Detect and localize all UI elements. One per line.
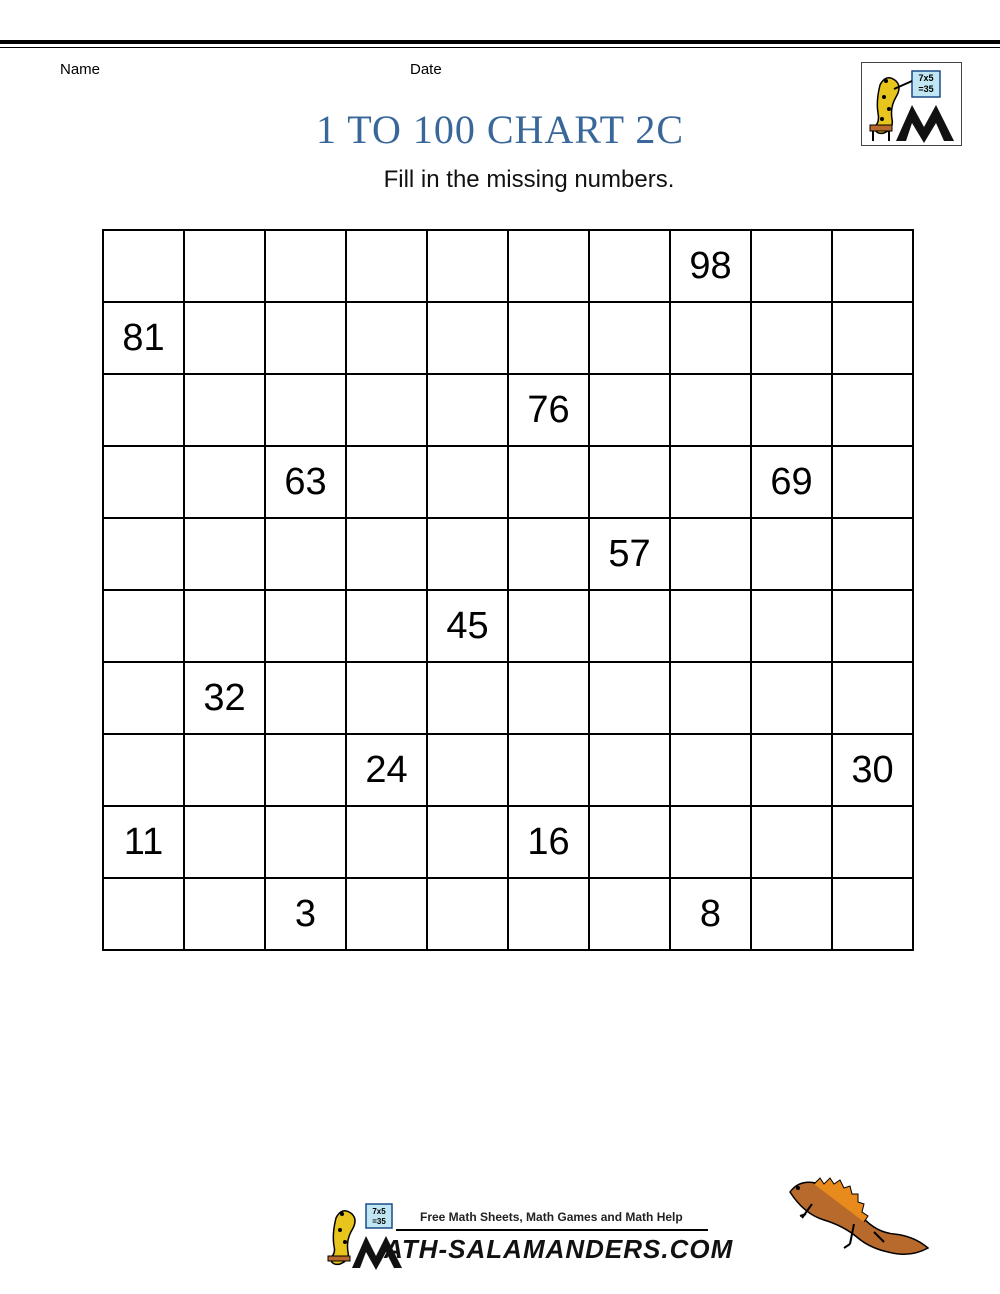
grid-cell bbox=[265, 374, 346, 446]
grid-cell bbox=[184, 590, 265, 662]
grid-cell bbox=[589, 446, 670, 518]
grid-cell bbox=[670, 806, 751, 878]
grid-cell bbox=[184, 374, 265, 446]
grid-cell bbox=[265, 518, 346, 590]
grid-cell bbox=[265, 590, 346, 662]
grid-cell: 8 bbox=[670, 878, 751, 950]
grid-cell bbox=[427, 302, 508, 374]
grid-cell: 63 bbox=[265, 446, 346, 518]
grid-cell: 81 bbox=[103, 302, 184, 374]
grid-row bbox=[103, 878, 913, 950]
instruction-text: Fill in the missing numbers. bbox=[383, 166, 675, 193]
grid-cell bbox=[670, 374, 751, 446]
grid-cell bbox=[427, 446, 508, 518]
grid-cell bbox=[427, 878, 508, 950]
grid-cell bbox=[103, 374, 184, 446]
grid-row bbox=[103, 806, 913, 878]
grid-cell bbox=[832, 374, 913, 446]
grid-cell bbox=[103, 662, 184, 734]
grid-cell bbox=[346, 590, 427, 662]
grid-cell bbox=[265, 806, 346, 878]
grid-cell bbox=[832, 806, 913, 878]
grid-cell bbox=[346, 878, 427, 950]
grid-cell bbox=[346, 374, 427, 446]
grid-cell bbox=[508, 230, 589, 302]
footer-site-name: ATH-SALAMANDERS.COM bbox=[384, 1234, 734, 1264]
grid-cell bbox=[589, 374, 670, 446]
grid-cell bbox=[346, 662, 427, 734]
grid-cell bbox=[832, 302, 913, 374]
grid-cell bbox=[670, 734, 751, 806]
grid-row bbox=[103, 662, 913, 734]
grid-cell bbox=[346, 230, 427, 302]
grid-cell: 76 bbox=[508, 374, 589, 446]
grid-cell bbox=[265, 734, 346, 806]
grid-cell: 24 bbox=[346, 734, 427, 806]
newt-icon bbox=[784, 1170, 934, 1270]
grid-cell bbox=[265, 230, 346, 302]
grid-cell bbox=[346, 806, 427, 878]
grid-cell bbox=[184, 518, 265, 590]
grid-cell bbox=[589, 662, 670, 734]
grid-cell bbox=[265, 662, 346, 734]
grid-cell bbox=[751, 806, 832, 878]
grid-row bbox=[103, 230, 913, 302]
grid-cell bbox=[184, 734, 265, 806]
grid-cell bbox=[670, 302, 751, 374]
grid-cell bbox=[508, 878, 589, 950]
grid-cell bbox=[184, 878, 265, 950]
footer-logo-equation-bottom: =35 bbox=[372, 1217, 386, 1226]
grid-cell: 32 bbox=[184, 662, 265, 734]
footer-logo-equation-top: 7x5 bbox=[372, 1207, 386, 1216]
grid-cell bbox=[184, 446, 265, 518]
grid-cell: 16 bbox=[508, 806, 589, 878]
grid-cell bbox=[103, 446, 184, 518]
logo-equation-bottom: =35 bbox=[918, 84, 934, 94]
grid-cell: 3 bbox=[265, 878, 346, 950]
grid-cell bbox=[832, 518, 913, 590]
grid-cell bbox=[751, 590, 832, 662]
grid-cell: 30 bbox=[832, 734, 913, 806]
grid-cell: 69 bbox=[751, 446, 832, 518]
grid-row bbox=[103, 518, 913, 590]
grid-row bbox=[103, 302, 913, 374]
grid-cell: 11 bbox=[103, 806, 184, 878]
grid-cell bbox=[103, 878, 184, 950]
grid-cell bbox=[427, 806, 508, 878]
grid-cell bbox=[427, 662, 508, 734]
grid-cell bbox=[103, 590, 184, 662]
hundred-chart-grid bbox=[102, 229, 914, 951]
grid-cell bbox=[184, 230, 265, 302]
grid-cell bbox=[589, 302, 670, 374]
grid-cell bbox=[832, 446, 913, 518]
grid-cell bbox=[427, 374, 508, 446]
grid-cell bbox=[751, 734, 832, 806]
grid-cell bbox=[184, 302, 265, 374]
grid-cell bbox=[346, 518, 427, 590]
grid-cell bbox=[508, 446, 589, 518]
grid-cell bbox=[508, 590, 589, 662]
grid-cell bbox=[427, 518, 508, 590]
top-rule-thin bbox=[0, 47, 1000, 48]
grid-cell bbox=[670, 590, 751, 662]
grid-cell bbox=[103, 518, 184, 590]
grid-cell bbox=[589, 590, 670, 662]
grid-cell bbox=[589, 878, 670, 950]
grid-cell bbox=[508, 302, 589, 374]
grid-cell bbox=[427, 734, 508, 806]
grid-cell bbox=[751, 374, 832, 446]
grid-cell bbox=[751, 518, 832, 590]
grid-cell bbox=[265, 302, 346, 374]
grid-cell bbox=[103, 734, 184, 806]
grid-cell bbox=[508, 734, 589, 806]
grid-cell bbox=[751, 230, 832, 302]
grid-cell bbox=[832, 590, 913, 662]
grid-cell bbox=[184, 806, 265, 878]
grid-cell bbox=[103, 230, 184, 302]
grid-cell bbox=[670, 662, 751, 734]
grid-cell bbox=[508, 518, 589, 590]
top-rule bbox=[0, 40, 1000, 44]
grid-row bbox=[103, 590, 913, 662]
grid-cell bbox=[346, 446, 427, 518]
grid-cell bbox=[427, 230, 508, 302]
grid-cell bbox=[751, 878, 832, 950]
grid-cell bbox=[589, 806, 670, 878]
grid-cell bbox=[832, 878, 913, 950]
name-label: Name bbox=[60, 61, 101, 78]
grid-cell bbox=[832, 662, 913, 734]
grid-cell bbox=[670, 518, 751, 590]
grid-cell: 98 bbox=[670, 230, 751, 302]
grid-cell bbox=[589, 230, 670, 302]
grid-row bbox=[103, 734, 913, 806]
grid-cell bbox=[751, 662, 832, 734]
page-title: 1 TO 100 CHART 2C bbox=[316, 107, 684, 152]
grid-cell: 45 bbox=[427, 590, 508, 662]
grid-cell bbox=[589, 734, 670, 806]
grid-cell bbox=[751, 302, 832, 374]
logo-equation-top: 7x5 bbox=[918, 73, 934, 83]
grid-cell bbox=[670, 446, 751, 518]
grid-row bbox=[103, 374, 913, 446]
footer-tagline: Free Math Sheets, Math Games and Math Help bbox=[420, 1210, 683, 1224]
date-label: Date bbox=[410, 61, 442, 78]
footer-rule bbox=[396, 1229, 708, 1231]
grid-cell bbox=[832, 230, 913, 302]
grid-cell bbox=[346, 302, 427, 374]
grid-cell: 57 bbox=[589, 518, 670, 590]
grid-cell bbox=[508, 662, 589, 734]
grid-row bbox=[103, 446, 913, 518]
